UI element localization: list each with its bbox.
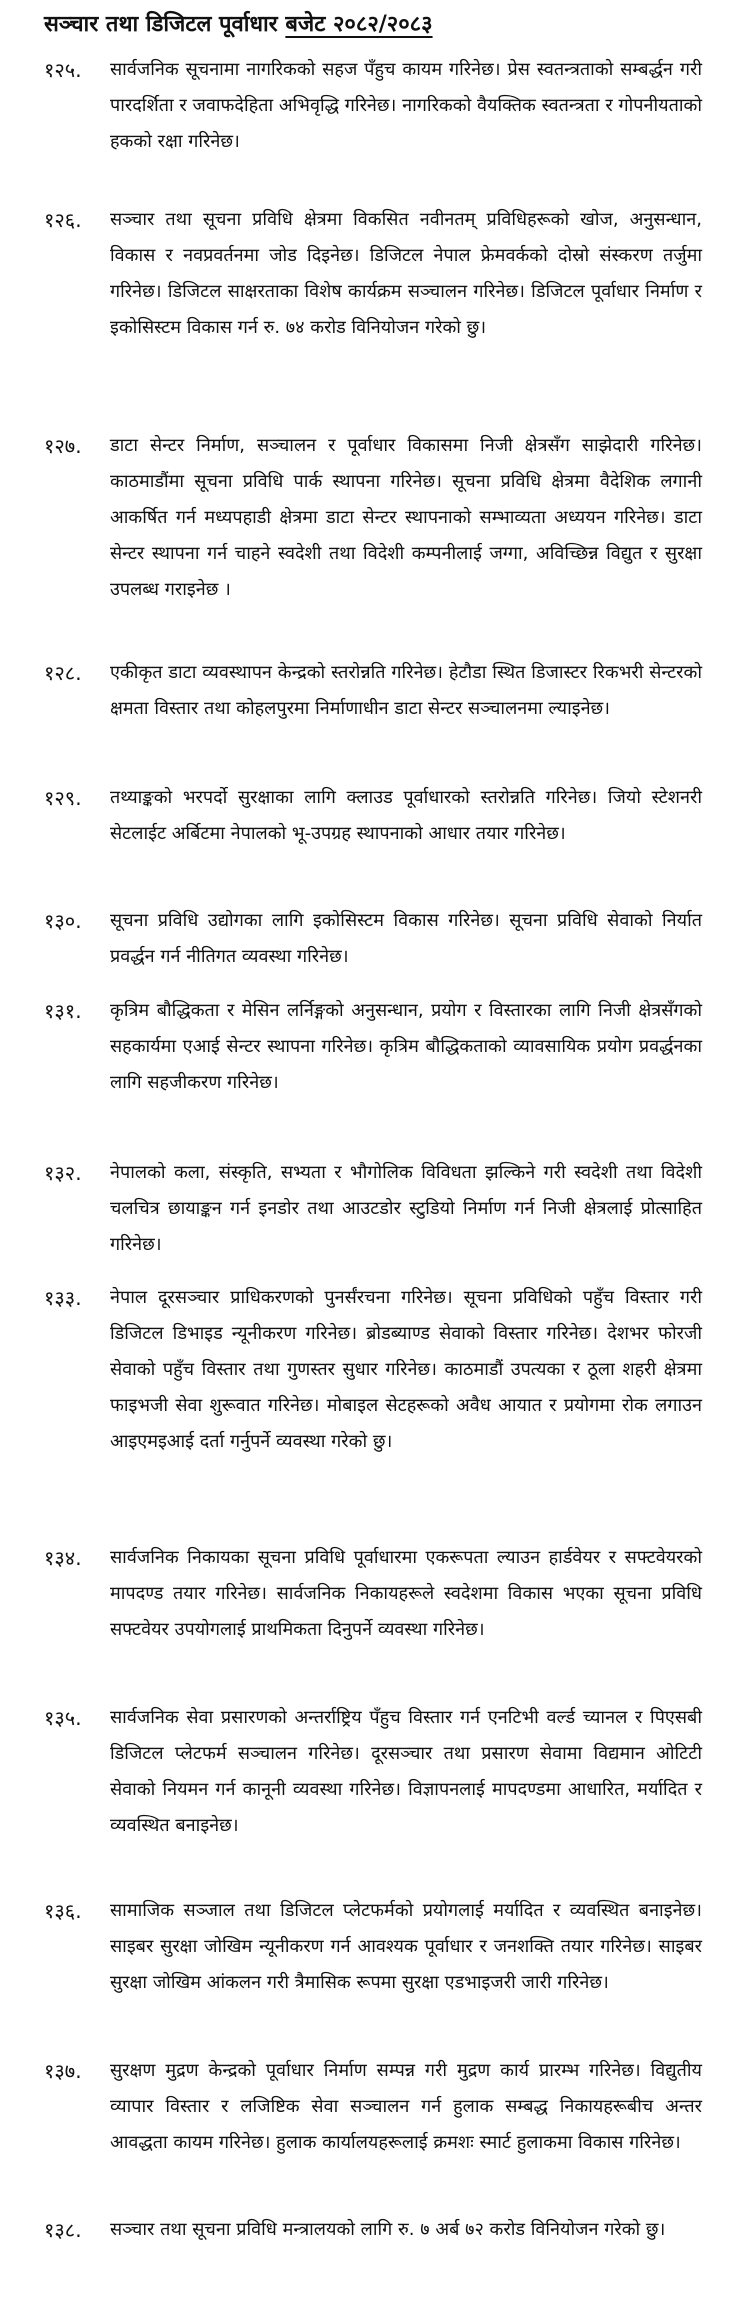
- paragraph-text: तथ्याङ्कको भरपर्दो सुरक्षाका लागि क्लाउड पूर्वाधारको स्तरोन्नति गरिनेछ। जियो स्टेशनरी सेटलाईट अर्बिटमा नेपालको भू-उपग्रह स्थापनाको आधार तयार गरिनेछ।: [110, 787, 702, 844]
- paragraph-text: डाटा सेन्टर निर्माण, सञ्चालन र पूर्वाधार विकासमा निजी क्षेत्रसँग साझेदारी गरिनेछ। काठमाडौंमा सूचना प्रविधि पार्क स्थापना गरिनेछ। सूचना प्रविधि क्षेत्रमा वैदेशिक लगानी आकर्षित गर्न मध्यपहाडी क्षेत्रमा डाटा सेन्टर स्थापनाको सम्भाव्यता अध्ययन गरिनेछ। डाटा सेन्टर स्थापना गर्न चाहने स्वदेशी तथा विदेशी कम्पनीलाई जग्गा, अविच्छिन्न विद्युत र सुरक्षा उपलब्ध गराइनेछ ।: [110, 435, 702, 600]
- paragraph-number: १३२.: [44, 1161, 82, 1185]
- paragraph-text: कृत्रिम बौद्धिकता र मेसिन लर्निङ्गको अनुसन्धान, प्रयोग र विस्तारका लागि निजी क्षेत्रसँगको सहकार्यमा एआई सेन्टर स्थापना गरिनेछ। कृत्रिम बौद्धिकताको व्यावसायिक प्रयोग प्रवर्द्धनका लागि सहजीकरण गरिनेछ।: [110, 1000, 702, 1093]
- paragraph-text: सामाजिक सञ्जाल तथा डिजिटल प्लेटफर्मको प्रयोगलाई मर्यादित र व्यवस्थित बनाइनेछ। साइबर सुरक्षा जोखिम न्यूनीकरण गर्न आवश्यक पूर्वाधार र जनशक्ति तयार गरिनेछ। साइबर सुरक्षा जोखिम आंकलन गरी त्रैमासिक रूपमा सुरक्षा एडभाइजरी जारी गरिनेछ।: [110, 1900, 702, 1993]
- paragraph-text: सूचना प्रविधि उद्योगका लागि इकोसिस्टम विकास गरिनेछ। सूचना प्रविधि सेवाको निर्यात प्रवर्द्धन गर्न नीतिगत व्यवस्था गरिनेछ।: [110, 910, 702, 967]
- paragraph-number: १२६.: [44, 208, 82, 232]
- paragraph-number: १३०.: [44, 909, 82, 933]
- paragraph-number: १३८.: [44, 2218, 82, 2242]
- paragraph-text: सञ्चार तथा सूचना प्रविधि मन्त्रालयको लागि रु. ७ अर्ब ७२ करोड विनियोजन गरेको छु।: [110, 2219, 666, 2240]
- paragraph-number: १३७.: [44, 2059, 82, 2083]
- paragraph-text: सार्वजनिक सूचनामा नागरिकको सहज पँहुच कायम गरिनेछ। प्रेस स्वतन्त्रताको सम्बर्द्धन गरी पारदर्शिता र जवाफदेहिता अभिवृद्धि गरिनेछ। नागरिकको वैयक्तिक स्वतन्त्रता र गोपनीयताको हकको रक्षा गरिनेछ।: [110, 59, 702, 152]
- paragraph-text: सार्वजनिक निकायका सूचना प्रविधि पूर्वाधारमा एकरूपता ल्याउन हार्डवेयर र सफ्टवेयरको मापदण्ड तयार गरिनेछ। सार्वजनिक निकायहरूले स्वदेशमा विकास भएका सूचना प्रविधि सफ्टवेयर उपयोगलाई प्राथमिकता दिनुपर्ने व्यवस्था गरिनेछ।: [110, 1547, 702, 1640]
- paragraph-text: सार्वजनिक सेवा प्रसारणको अन्तर्राष्ट्रिय पँहुच विस्तार गर्न एनटिभी वर्ल्ड च्यानल र पिएसबी डिजिटल प्लेटफर्म सञ्चालन गरिनेछ। दूरसञ्चार तथा प्रसारण सेवामा विद्यमान ओटिटी सेवाको नियमन गर्न कानूनी व्यवस्था गरिनेछ। विज्ञापनलाई मापदण्डमा आधारित, मर्यादित र व्यवस्थित बनाइनेछ।: [110, 1707, 702, 1836]
- section-title: सञ्चार तथा डिजिटल पूर्वाधार: [44, 12, 278, 37]
- paragraph-number: १३१.: [44, 999, 82, 1023]
- paragraph-text: सुरक्षण मुद्रण केन्द्रको पूर्वाधार निर्माण सम्पन्न गरी मुद्रण कार्य प्रारम्भ गरिनेछ। विद्युतीय व्यापार विस्तार र लजिष्टिक सेवा सञ्चालन गर्न हुलाक सम्बद्ध निकायहरूबीच अन्तर आवद्धता कायम गरिनेछ। हुलाक कार्यालयहरूलाई क्रमशः स्मार्ट हुलाकमा विकास गरिनेछ।: [110, 2060, 702, 2153]
- paragraph-text: नेपाल दूरसञ्चार प्राधिकरणको पुनर्संरचना गरिनेछ। सूचना प्रविधिको पहुँच विस्तार गरी डिजिटल डिभाइड न्यूनीकरण गरिनेछ। ब्रोडब्याण्ड सेवाको विस्तार गरिनेछ। देशभर फोरजी सेवाको पहुँच विस्तार तथा गुणस्तर सुधार गरिनेछ। काठमाडौं उपत्यका र ठूला शहरी क्षेत्रमा फाइभजी सेवा शुरूवात गरिनेछ। मोबाइल सेटहरूको अवैध आयात र प्रयोगमा रोक लगाउन आइएमइआई दर्ता गर्नुपर्ने व्यवस्था गरेको छु।: [110, 1287, 702, 1452]
- paragraph-text: नेपालको कला, संस्कृति, सभ्यता र भौगोलिक विविधता झल्किने गरी स्वदेशी तथा विदेशी चलचित्र छायाङ्कन गर्न इनडोर तथा आउटडोर स्टुडियो निर्माण गर्न निजी क्षेत्रलाई प्रोत्साहित गरिनेछ।: [110, 1162, 702, 1255]
- paragraph-number: १२५.: [44, 58, 82, 82]
- paragraph-number: १३३.: [44, 1286, 82, 1310]
- paragraph-text: एकीकृत डाटा व्यवस्थापन केन्द्रको स्तरोन्नति गरिनेछ। हेटौडा स्थित डिजास्टर रिकभरी सेन्टरको क्षमता विस्तार तथा कोहलपुरमा निर्माणाधीन डाटा सेन्टर सञ्चालनमा ल्याइनेछ।: [110, 662, 702, 719]
- paragraph-number: १२९.: [44, 786, 82, 810]
- paragraph-number: १२८.: [44, 661, 82, 685]
- paragraph-number: १३५.: [44, 1706, 82, 1730]
- paragraph-number: १३४.: [44, 1546, 82, 1570]
- paragraph-number: १३६.: [44, 1899, 82, 1923]
- paragraph-number: १२७.: [44, 434, 82, 458]
- page-header: [44, 8, 433, 38]
- paragraph-text: सञ्चार तथा सूचना प्रविधि क्षेत्रमा विकसित नवीनतम् प्रविधिहरूको खोज, अनुसन्धान, विकास र नवप्रवर्तनमा जोड दिइनेछ। डिजिटल नेपाल फ्रेमवर्कको दोस्रो संस्करण तर्जुमा गरिनेछ। डिजिटल साक्षरताका विशेष कार्यक्रम सञ्चालन गरिनेछ। डिजिटल पूर्वाधार निर्माण र इकोसिस्टम विकास गर्न रु. ७४ करोड विनियोजन गरेको छु।: [110, 209, 702, 338]
- budget-year-title: बजेट २०८२/२०८३: [285, 12, 433, 37]
